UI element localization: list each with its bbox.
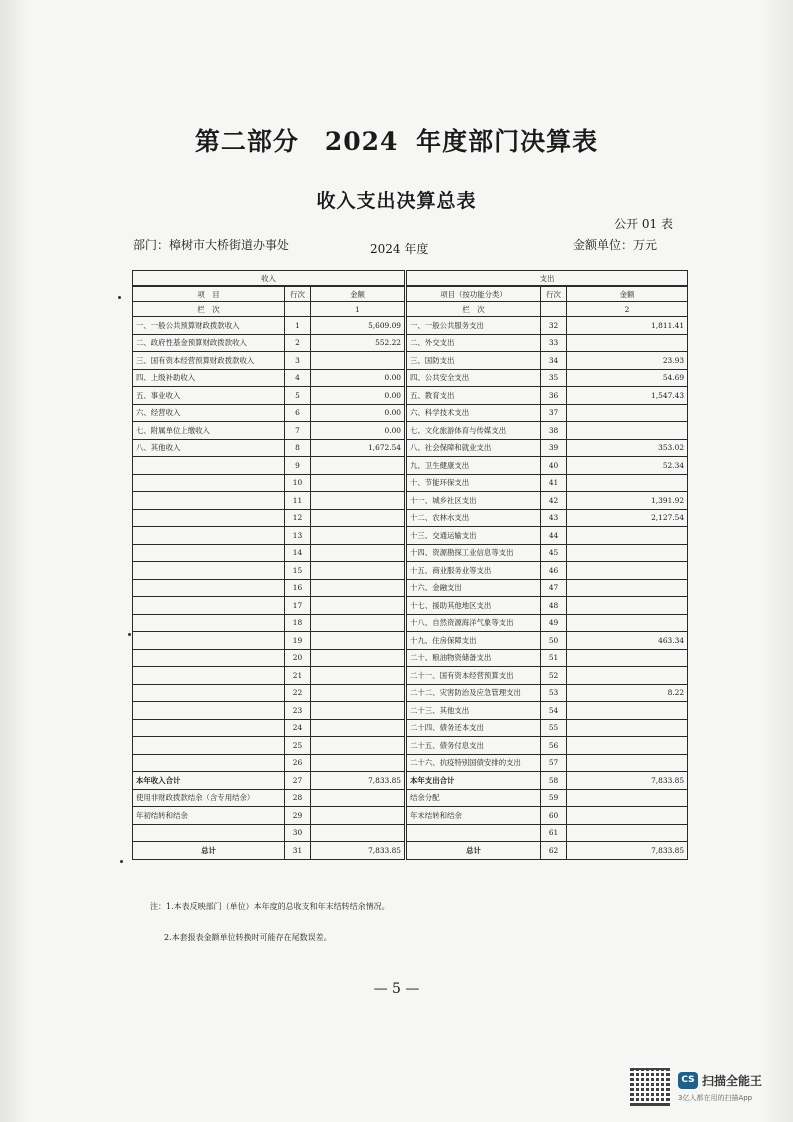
income-row-no: 23	[285, 702, 311, 720]
expense-row-no: 61	[541, 824, 567, 842]
note-2: 2.本套报表金额单位转换时可能存在尾数误差。	[164, 933, 332, 942]
expense-item: 二十六、抗疫特别国债安排的支出	[406, 754, 541, 772]
expense-amount	[567, 422, 688, 440]
expense-row-no: 34	[541, 352, 567, 370]
table-row	[133, 684, 688, 702]
qr-code-icon	[630, 1066, 670, 1106]
income-item	[133, 702, 285, 720]
expense-amount	[567, 667, 688, 685]
income-amount: 7,833.85	[311, 842, 406, 860]
table-row	[133, 719, 688, 737]
income-item	[133, 649, 285, 667]
expense-row-no: 37	[541, 404, 567, 422]
expense-item: 十七、援助其他地区支出	[406, 597, 541, 615]
expense-row-no: 44	[541, 527, 567, 545]
expense-item: 一、一般公共服务支出	[406, 317, 541, 335]
lan-ci-label: 栏 次	[133, 302, 285, 317]
expense-amount: 2,127.54	[567, 509, 688, 527]
income-row-no: 16	[285, 579, 311, 597]
income-row-no: 12	[285, 509, 311, 527]
income-item	[133, 509, 285, 527]
income-item	[133, 457, 285, 475]
income-amount	[311, 544, 406, 562]
income-amount	[311, 457, 406, 475]
income-row-no: 24	[285, 719, 311, 737]
income-row-no: 21	[285, 667, 311, 685]
income-row-no: 2	[285, 334, 311, 352]
income-row-no: 13	[285, 527, 311, 545]
income-amount	[311, 474, 406, 492]
income-item	[133, 562, 285, 580]
income-row-no: 15	[285, 562, 311, 580]
income-row-no: 7	[285, 422, 311, 440]
department-label: 部门：樟树市大桥街道办事处	[133, 238, 290, 252]
scanner-watermark	[630, 1066, 780, 1106]
form-number: 公开 01 表	[614, 217, 673, 231]
expense-row-no: 57	[541, 754, 567, 772]
expense-item: 二、外交支出	[406, 334, 541, 352]
table-row	[133, 439, 688, 457]
income-item: 总计	[133, 842, 285, 860]
expense-row-no: 53	[541, 684, 567, 702]
table-row	[133, 457, 688, 475]
table-row	[133, 614, 688, 632]
expense-amount: 1,391.92	[567, 492, 688, 510]
table-row	[133, 334, 688, 352]
income-row-no: 27	[285, 772, 311, 790]
income-row-no: 31	[285, 842, 311, 860]
expense-row-no: 36	[541, 387, 567, 405]
expense-row-no: 38	[541, 422, 567, 440]
income-amount	[311, 509, 406, 527]
income-item	[133, 492, 285, 510]
income-amount	[311, 597, 406, 615]
income-item: 七、附属单位上缴收入	[133, 422, 285, 440]
table-row	[133, 597, 688, 615]
expense-amount: 7,833.85	[567, 772, 688, 790]
income-item: 五、事业收入	[133, 387, 285, 405]
expense-amount	[567, 719, 688, 737]
empty-cell	[285, 302, 311, 317]
table-row	[133, 317, 688, 335]
col-row2-header: 行次	[541, 286, 567, 302]
table-row	[133, 387, 688, 405]
expense-row-no: 35	[541, 369, 567, 387]
expense-item: 总计	[406, 842, 541, 860]
col-amount-header: 金额	[311, 286, 406, 302]
table-title: 收入支出决算总表	[316, 190, 477, 212]
table-row	[133, 544, 688, 562]
income-row-no: 10	[285, 474, 311, 492]
table-row	[133, 562, 688, 580]
expense-row-no: 49	[541, 614, 567, 632]
expense-row-no: 60	[541, 807, 567, 825]
expense-item: 十四、资源勘探工业信息等支出	[406, 544, 541, 562]
income-row-no: 14	[285, 544, 311, 562]
col-amount2-header: 金额	[567, 286, 688, 302]
expense-row-no: 39	[541, 439, 567, 457]
income-amount	[311, 702, 406, 720]
expense-row-no: 47	[541, 579, 567, 597]
income-amount	[311, 562, 406, 580]
income-amount	[311, 579, 406, 597]
income-item	[133, 632, 285, 650]
table-row	[133, 649, 688, 667]
income-header: 收入	[133, 271, 406, 287]
income-amount	[311, 649, 406, 667]
expense-item: 十、节能环保支出	[406, 474, 541, 492]
expense-amount: 54.69	[567, 369, 688, 387]
table-row	[133, 579, 688, 597]
income-row-no: 22	[285, 684, 311, 702]
income-item	[133, 719, 285, 737]
expense-item: 三、国防支出	[406, 352, 541, 370]
expense-item: 年末结转和结余	[406, 807, 541, 825]
expense-amount	[567, 754, 688, 772]
income-item: 一、一般公共预算财政拨款收入	[133, 317, 285, 335]
expense-row-no: 40	[541, 457, 567, 475]
table-row	[133, 509, 688, 527]
expense-row-no: 58	[541, 772, 567, 790]
income-row-no: 20	[285, 649, 311, 667]
expense-amount: 353.02	[567, 439, 688, 457]
expense-item: 二十、粮油物资储备支出	[406, 649, 541, 667]
expense-item: 五、教育支出	[406, 387, 541, 405]
expense-item: 九、卫生健康支出	[406, 457, 541, 475]
expense-item: 七、文化旅游体育与传媒支出	[406, 422, 541, 440]
table-row	[133, 789, 688, 807]
expense-row-no: 59	[541, 789, 567, 807]
scan-speck	[120, 860, 123, 863]
expense-row-no: 52	[541, 667, 567, 685]
expense-amount	[567, 404, 688, 422]
expense-item: 本年支出合计	[406, 772, 541, 790]
income-row-no: 17	[285, 597, 311, 615]
income-item	[133, 824, 285, 842]
expense-amount	[567, 597, 688, 615]
expense-amount	[567, 807, 688, 825]
income-amount: 552.22	[311, 334, 406, 352]
lan-2-label: 2	[567, 302, 688, 317]
expense-amount	[567, 334, 688, 352]
income-row-no: 8	[285, 439, 311, 457]
expense-item: 二十四、债务还本支出	[406, 719, 541, 737]
expense-item: 十五、商业服务业等支出	[406, 562, 541, 580]
expense-row-no: 50	[541, 632, 567, 650]
expense-item	[406, 824, 541, 842]
expense-row-no: 54	[541, 702, 567, 720]
expense-amount	[567, 649, 688, 667]
income-item	[133, 579, 285, 597]
expense-amount	[567, 702, 688, 720]
income-amount	[311, 632, 406, 650]
expense-amount	[567, 737, 688, 755]
income-row-no: 28	[285, 789, 311, 807]
income-amount: 0.00	[311, 422, 406, 440]
income-row-no: 18	[285, 614, 311, 632]
income-row-no: 25	[285, 737, 311, 755]
expense-amount	[567, 579, 688, 597]
income-amount	[311, 807, 406, 825]
expense-item: 八、社会保障和就业支出	[406, 439, 541, 457]
table-row	[133, 527, 688, 545]
expense-row-no: 62	[541, 842, 567, 860]
table-row	[133, 492, 688, 510]
scan-speck	[128, 633, 131, 636]
note-1: 注：1.本表反映部门（单位）本年度的总收支和年末结转结余情况。	[150, 902, 390, 911]
table-row	[133, 772, 688, 790]
income-amount: 0.00	[311, 404, 406, 422]
table-row	[133, 422, 688, 440]
lan-ci-label-2: 栏 次	[406, 302, 541, 317]
income-amount	[311, 824, 406, 842]
income-row-no: 3	[285, 352, 311, 370]
income-amount	[311, 614, 406, 632]
expense-amount	[567, 789, 688, 807]
expense-amount: 463.34	[567, 632, 688, 650]
income-amount	[311, 527, 406, 545]
income-amount	[311, 737, 406, 755]
expense-row-no: 46	[541, 562, 567, 580]
col-item-header: 项 目	[133, 286, 285, 302]
income-row-no: 1	[285, 317, 311, 335]
income-item	[133, 544, 285, 562]
expense-row-no: 45	[541, 544, 567, 562]
expense-item: 十八、自然资源海洋气象等支出	[406, 614, 541, 632]
expense-amount	[567, 527, 688, 545]
income-row-no: 6	[285, 404, 311, 422]
income-item	[133, 667, 285, 685]
income-item	[133, 754, 285, 772]
expense-amount	[567, 474, 688, 492]
income-row-no: 19	[285, 632, 311, 650]
expense-row-no: 51	[541, 649, 567, 667]
expense-item: 二十二、灾害防治及应急管理支出	[406, 684, 541, 702]
scan-speck	[118, 296, 121, 299]
expense-amount	[567, 562, 688, 580]
income-row-no: 9	[285, 457, 311, 475]
expense-item: 四、公共安全支出	[406, 369, 541, 387]
income-item: 二、政府性基金预算财政拨款收入	[133, 334, 285, 352]
year-label: 2024 年度	[370, 242, 429, 256]
expense-amount: 7,833.85	[567, 842, 688, 860]
income-row-no: 11	[285, 492, 311, 510]
expense-amount: 23.93	[567, 352, 688, 370]
income-item	[133, 737, 285, 755]
table-row	[133, 369, 688, 387]
income-item	[133, 474, 285, 492]
table-row	[133, 667, 688, 685]
expense-amount: 8.22	[567, 684, 688, 702]
expense-item: 二十三、其他支出	[406, 702, 541, 720]
expense-amount: 1,811.41	[567, 317, 688, 335]
expense-item: 十二、农林水支出	[406, 509, 541, 527]
income-row-no: 29	[285, 807, 311, 825]
expense-row-no: 41	[541, 474, 567, 492]
table-row	[133, 404, 688, 422]
income-item	[133, 527, 285, 545]
table-row	[133, 754, 688, 772]
income-amount	[311, 492, 406, 510]
income-item: 八、其他收入	[133, 439, 285, 457]
expense-amount	[567, 544, 688, 562]
col-item-func-header: 项目（按功能分类）	[406, 286, 541, 302]
income-amount	[311, 789, 406, 807]
table-row	[133, 474, 688, 492]
income-item: 三、国有资本经营预算财政拨款收入	[133, 352, 285, 370]
unit-label: 金额单位：万元	[572, 238, 657, 252]
income-amount: 7,833.85	[311, 772, 406, 790]
table-row	[133, 807, 688, 825]
expense-amount: 52.34	[567, 457, 688, 475]
income-item: 使用非财政拨款结余（含专用结余）	[133, 789, 285, 807]
expense-item: 十六、金融支出	[406, 579, 541, 597]
income-item: 年初结转和结余	[133, 807, 285, 825]
expense-row-no: 55	[541, 719, 567, 737]
expense-item: 十九、住房保障支出	[406, 632, 541, 650]
income-item: 本年收入合计	[133, 772, 285, 790]
expense-amount	[567, 614, 688, 632]
expense-header: 支出	[406, 271, 688, 287]
income-item	[133, 614, 285, 632]
income-amount: 0.00	[311, 387, 406, 405]
income-amount	[311, 684, 406, 702]
income-amount: 1,672.54	[311, 439, 406, 457]
page-title: 第二部分 2024 年度部门决算表	[194, 127, 599, 156]
expense-row-no: 56	[541, 737, 567, 755]
income-expense-table	[132, 270, 688, 860]
income-row-no: 30	[285, 824, 311, 842]
expense-item: 十三、交通运输支出	[406, 527, 541, 545]
expense-row-no: 48	[541, 597, 567, 615]
income-amount	[311, 352, 406, 370]
income-item: 四、上级补助收入	[133, 369, 285, 387]
expense-amount: 1,547.43	[567, 387, 688, 405]
income-amount	[311, 719, 406, 737]
table-row	[133, 352, 688, 370]
income-item	[133, 684, 285, 702]
expense-item: 十一、城乡社区支出	[406, 492, 541, 510]
expense-row-no: 32	[541, 317, 567, 335]
lan-1-label: 1	[311, 302, 406, 317]
notes	[150, 900, 390, 945]
watermark-name: 扫描全能王	[702, 1074, 763, 1088]
watermark-tagline: 3亿人都在用的扫描App	[678, 1094, 753, 1102]
income-amount: 0.00	[311, 369, 406, 387]
page-number: — 5 —	[373, 981, 420, 997]
income-row-no: 26	[285, 754, 311, 772]
empty-cell	[541, 302, 567, 317]
table-row	[133, 737, 688, 755]
income-row-no: 4	[285, 369, 311, 387]
expense-item: 结余分配	[406, 789, 541, 807]
income-item	[133, 597, 285, 615]
expense-row-no: 43	[541, 509, 567, 527]
expense-row-no: 42	[541, 492, 567, 510]
table-row	[133, 632, 688, 650]
col-row-header: 行次	[285, 286, 311, 302]
expense-item: 二十一、国有资本经营预算支出	[406, 667, 541, 685]
expense-row-no: 33	[541, 334, 567, 352]
income-amount	[311, 754, 406, 772]
table-row	[133, 842, 688, 860]
income-amount: 5,609.09	[311, 317, 406, 335]
camscanner-logo-icon: CS	[678, 1072, 698, 1089]
table-row	[133, 702, 688, 720]
income-row-no: 5	[285, 387, 311, 405]
income-amount	[311, 667, 406, 685]
expense-amount	[567, 824, 688, 842]
expense-item: 六、科学技术支出	[406, 404, 541, 422]
income-item: 六、经营收入	[133, 404, 285, 422]
expense-item: 二十五、债务付息支出	[406, 737, 541, 755]
table-row	[133, 824, 688, 842]
